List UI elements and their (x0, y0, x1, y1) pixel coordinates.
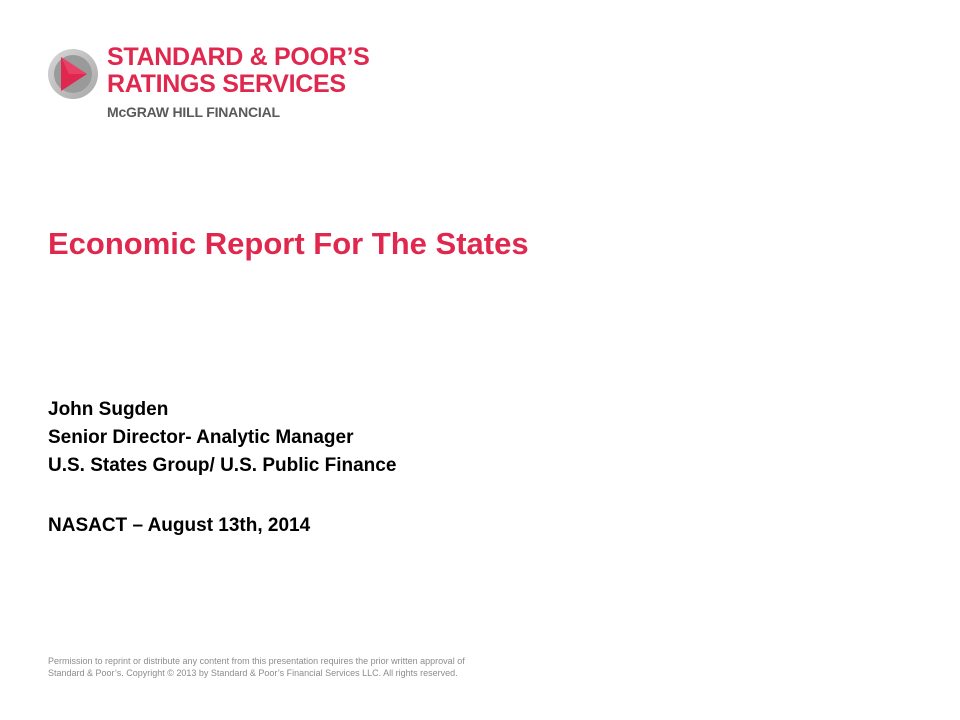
logo-line-division: RATINGS SERVICES (107, 70, 346, 98)
event-date: NASACT – August 13th, 2014 (48, 515, 311, 536)
presenter-info (48, 396, 396, 480)
presenter-role: Senior Director- Analytic Manager (48, 427, 354, 448)
logo-line-parent: McGRAW HILL FINANCIAL (107, 104, 280, 120)
copyright-footer (48, 655, 568, 679)
footer-line-permission: Permission to reprint or distribute any content from this presentation requires the prior written approval of (48, 656, 465, 666)
footer-line-copyright: Standard & Poor’s. Copyright © 2013 by Standard & Poor’s Financial Services LLC. All rights reserved. (48, 668, 458, 678)
presenter-name: John Sugden (48, 399, 169, 420)
presenter-group: U.S. States Group/ U.S. Public Finance (48, 455, 397, 476)
company-logo (47, 43, 370, 120)
logo-line-company: STANDARD & POOR’S (107, 43, 370, 71)
logo-wordmark (107, 44, 370, 120)
play-circle-logo-icon (47, 48, 99, 100)
slide-title: Economic Report For The States (48, 226, 529, 261)
